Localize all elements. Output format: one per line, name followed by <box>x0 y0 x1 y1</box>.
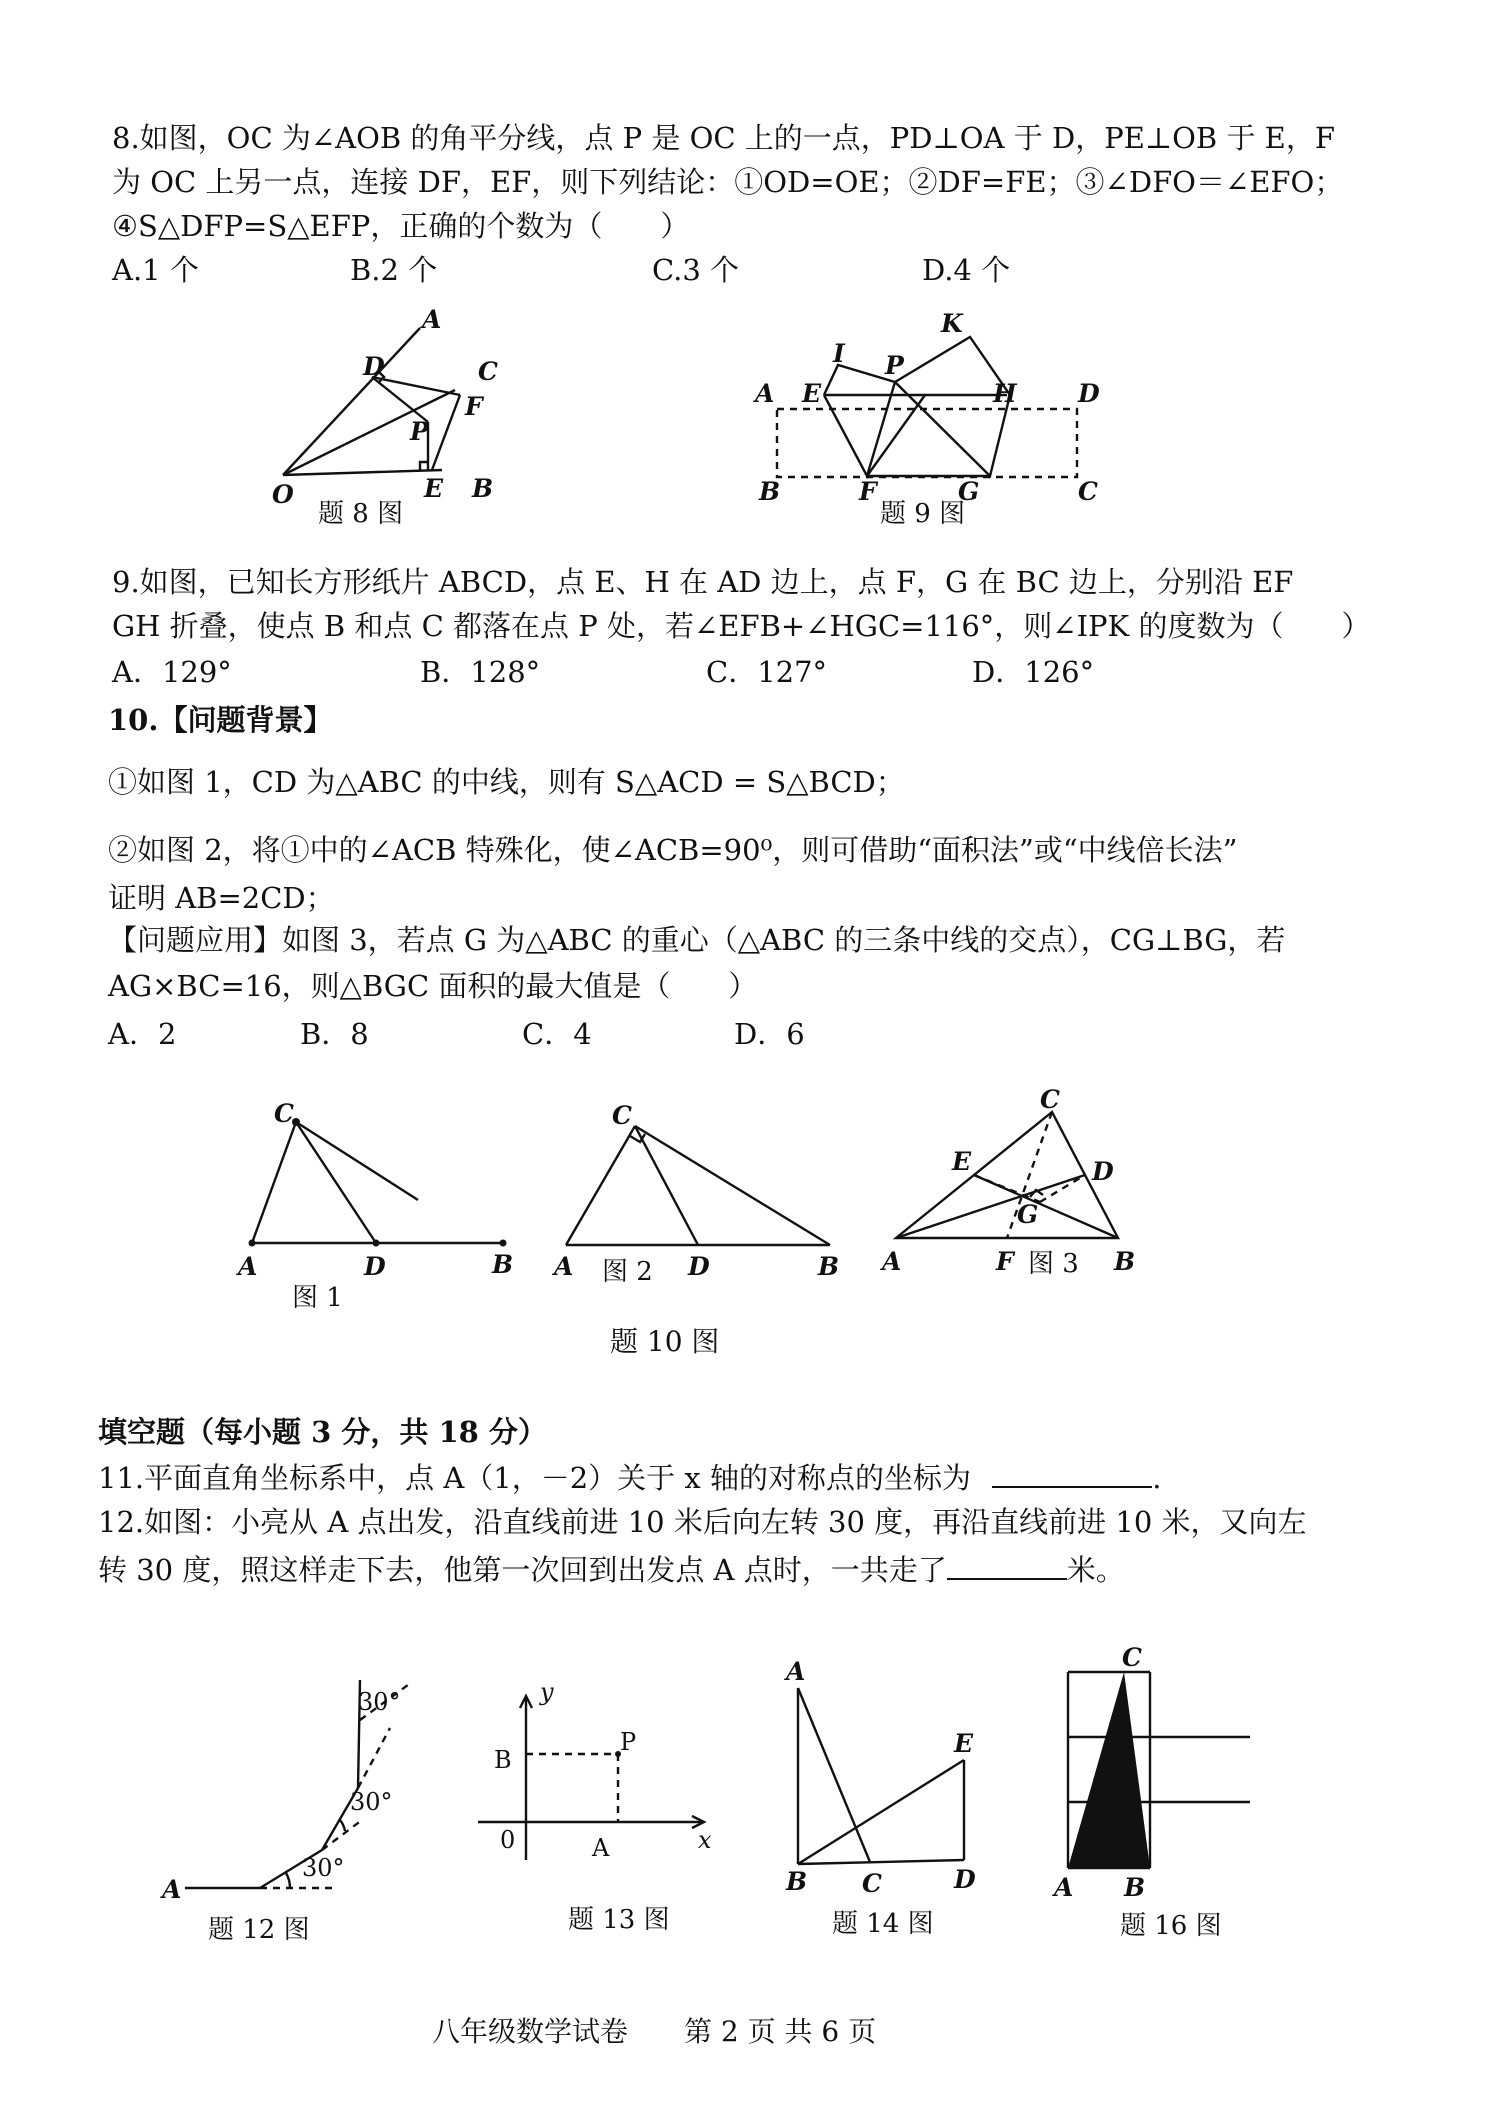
fig14-label-c: C <box>862 1869 882 1898</box>
q10-option-b: B．8 <box>300 1017 369 1051</box>
fig10-3-label-e: E <box>952 1147 972 1176</box>
fig16-shaded-triangle <box>1068 1672 1150 1868</box>
q11-end: . <box>1152 1461 1162 1495</box>
fig8-label-e: E <box>424 474 444 503</box>
q10-title: 10.【问题背景】 <box>108 703 333 737</box>
fig16-label-c: C <box>1122 1643 1142 1672</box>
fig12-label-a: A <box>162 1875 182 1904</box>
q11-answer-blank[interactable] <box>992 1460 1152 1488</box>
fig9-label-b: B <box>759 477 781 506</box>
fig13-label-p: P <box>620 1728 637 1756</box>
fig10-1-label-d: D <box>364 1252 386 1281</box>
page-footer: 八年级数学试卷 第 2 页 共 6 页 <box>432 2015 877 2048</box>
figure-8-lines <box>283 328 460 475</box>
figure-8 <box>260 305 520 530</box>
figure-16 <box>1040 1643 1280 1960</box>
q9-option-b: B．128° <box>420 655 541 689</box>
fig9-label-e: E <box>802 379 822 408</box>
q10-application-a: 【问题应用】如图 3，若点 G 为△ABC 的重心（△ABC 的三条中线的交点），CG⊥BG，若 <box>108 923 1286 957</box>
fig13-label-b: B <box>494 1746 512 1774</box>
fig10-3-label-d: D <box>1092 1157 1114 1186</box>
q10-option-c: C．4 <box>522 1017 592 1051</box>
fig13-label-origin: 0 <box>500 1826 516 1854</box>
fig12-caption: 题 12 图 <box>208 1915 310 1945</box>
fig10-1-caption: 图 1 <box>292 1283 343 1313</box>
fig13-label-x: x <box>698 1826 712 1854</box>
q10-application-b: AG×BC=16，则△BGC 面积的最大值是（ ） <box>108 969 758 1003</box>
fig13-label-a: A <box>592 1834 610 1862</box>
fig14-label-a: A <box>786 1657 806 1686</box>
fig16-label-a: A <box>1054 1873 1074 1902</box>
fig10-3-label-a: A <box>882 1247 902 1276</box>
fig9-label-a: A <box>755 379 775 408</box>
fig14-label-b: B <box>786 1867 808 1896</box>
q8-option-b: B.2 个 <box>350 253 438 287</box>
figure-12 <box>150 1670 450 1960</box>
q10-option-d: D．6 <box>734 1017 805 1051</box>
fig8-label-o: O <box>272 480 294 509</box>
fig10-3-label-c: C <box>1040 1085 1060 1114</box>
fig8-label-f: F <box>465 392 483 421</box>
fig10-1-label-a: A <box>238 1252 258 1281</box>
q12-line2 <box>98 1550 1125 1590</box>
fig14-label-d: D <box>954 1865 976 1894</box>
figure-10-1-lines <box>249 1118 507 1247</box>
fig9-label-g: G <box>958 477 980 506</box>
fig9-label-h: H <box>993 379 1017 408</box>
figure-16-lines <box>1068 1672 1250 1868</box>
fig12-angle-2: 30° <box>350 1788 393 1816</box>
figure-10-1 <box>230 1090 520 1320</box>
fig8-label-a: A <box>422 305 442 334</box>
fig8-label-c: C <box>478 357 498 386</box>
figure-14 <box>770 1650 990 1960</box>
fig10-1-label-c: C <box>274 1099 294 1128</box>
q9-line1: 9.如图，已知长方形纸片 ABCD，点 E、H 在 AD 边上，点 F，G 在 BC 边上，分别沿 EF <box>112 565 1294 599</box>
fig10-1-label-b: B <box>492 1250 514 1279</box>
figure-10-2 <box>550 1090 850 1320</box>
fig10-3-label-g: G <box>1017 1200 1039 1229</box>
q8-option-a: A.1 个 <box>112 253 199 287</box>
figure-13 <box>470 1670 730 1960</box>
fig10-2-label-a: A <box>554 1252 574 1281</box>
q8-line2: 为 OC 上另一点，连接 DF，EF，则下列结论：①OD=OE；②DF=FE；③∠DFO＝∠EFO； <box>112 165 1344 199</box>
fig8-label-d: D <box>363 352 385 381</box>
fig16-caption: 题 16 图 <box>1120 1911 1222 1941</box>
fig10-3-label-b: B <box>1114 1247 1136 1276</box>
fig10-2-caption: 图 2 <box>602 1257 653 1287</box>
q11-text: 11.平面直角坐标系中，点 A（1，－2）关于 x 轴的对称点的坐标为 <box>98 1461 971 1495</box>
q8-option-c: C.3 个 <box>652 253 740 287</box>
fig9-label-c: C <box>1078 477 1098 506</box>
fig16-label-b: B <box>1124 1873 1146 1902</box>
q10-background-2a: ②如图 2，将①中的∠ACB 特殊化，使∠ACB=90⁰，则可借助“面积法”或“中线倍长法” <box>108 833 1238 867</box>
fig9-label-d: D <box>1078 379 1100 408</box>
fig9-label-f: F <box>859 477 877 506</box>
q9-option-c: C．127° <box>706 655 828 689</box>
q8-line3: ④S△DFP=S△EFP，正确的个数为（ ） <box>112 209 690 243</box>
fig14-label-e: E <box>954 1729 974 1758</box>
q9-line2: GH 折叠，使点 B 和点 C 都落在点 P 处，若∠EFB+∠HGC=116°，则∠IPK 的度数为（ ） <box>112 609 1371 643</box>
fig13-label-y: y <box>540 1678 554 1706</box>
fig9-label-k: K <box>941 309 963 338</box>
fig10-2-label-d: D <box>688 1252 710 1281</box>
fig10-caption: 题 10 图 <box>610 1325 720 1358</box>
q12-line1: 12.如图：小亮从 A 点出发，沿直线前进 10 米后向左转 30 度，再沿直线前进 10 米，又向左 <box>98 1505 1307 1539</box>
fig12-angle-3: 30° <box>358 1688 401 1716</box>
fig10-3-label-f: F <box>996 1247 1014 1276</box>
fig12-angle-1: 30° <box>302 1854 345 1882</box>
fig10-2-label-b: B <box>818 1252 840 1281</box>
q12-answer-blank[interactable] <box>947 1552 1067 1580</box>
q9-option-d: D．126° <box>972 655 1095 689</box>
q12-end: 米。 <box>1066 1553 1125 1587</box>
q11 <box>98 1458 1161 1498</box>
figure-9-lines <box>777 337 1077 477</box>
fig9-label-p: P <box>885 351 904 380</box>
fig8-label-p: P <box>410 417 429 446</box>
figure-9 <box>745 310 1115 530</box>
fig10-3-caption: 图 3 <box>1028 1249 1079 1279</box>
fig8-caption: 题 8 图 <box>318 499 404 529</box>
fig13-caption: 题 13 图 <box>568 1905 670 1935</box>
q8-option-d: D.4 个 <box>922 253 1011 287</box>
q8-line1: 8.如图，OC 为∠AOB 的角平分线，点 P 是 OC 上的一点，PD⊥OA 于 D，PE⊥OB 于 E，F <box>112 121 1335 155</box>
q10-option-a: A．2 <box>108 1017 177 1051</box>
fill-heading: 填空题（每小题 3 分，共 18 分） <box>98 1415 547 1449</box>
figure-10-2-lines <box>566 1126 830 1245</box>
q12-text: 转 30 度，照这样走下去，他第一次回到出发点 A 点时，一共走了 <box>98 1553 947 1587</box>
q9-option-a: A．129° <box>112 655 232 689</box>
fig14-caption: 题 14 图 <box>832 1909 934 1939</box>
q10-background-2b: 证明 AB=2CD； <box>108 881 335 915</box>
fig10-2-label-c: C <box>612 1101 632 1130</box>
fig9-label-i: I <box>833 339 845 368</box>
figure-10-3 <box>870 1080 1160 1310</box>
fig9-caption: 题 9 图 <box>880 499 966 529</box>
fig8-label-b: B <box>472 474 494 503</box>
figure-14-lines <box>798 1688 964 1864</box>
figure-10-3-lines <box>896 1112 1118 1238</box>
q10-background-1: ①如图 1，CD 为△ABC 的中线，则有 S△ACD = S△BCD； <box>108 765 905 799</box>
